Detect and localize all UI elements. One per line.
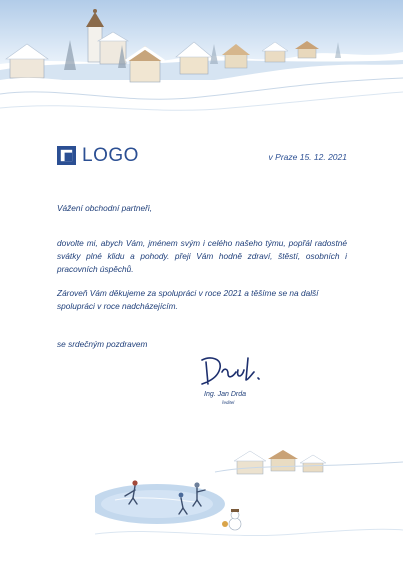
signer-role: ředitel — [222, 400, 235, 405]
logo-mark-icon — [57, 146, 76, 165]
letter-greeting: Vážení obchodní partneři, — [57, 203, 153, 213]
ice-skating-illustration — [95, 438, 403, 570]
letter-closing: se srdečným pozdravem — [57, 339, 148, 349]
handwritten-signature — [196, 350, 268, 390]
company-logo — [57, 146, 139, 165]
winter-village-illustration — [0, 0, 403, 120]
letter-date: v Praze 15. 12. 2021 — [268, 152, 347, 162]
letter-paragraph-2: Zároveň Vám děkujeme za spolupráci v roce 2021 a těšíme se na další spolupráci v roce nadcházejícím. — [57, 288, 319, 311]
logo-text: LOGO — [82, 145, 139, 166]
letter-paragraph-1: dovolte mi, abych Vám, jménem svým i celého našeho týmu, popřál radostné svátky plné klidu a pohody. přeji Vám hodně zdraví, štěstí, osobních i pracovních úspěchů. — [57, 238, 347, 274]
signer-name: Ing. Jan Drda — [204, 391, 247, 398]
